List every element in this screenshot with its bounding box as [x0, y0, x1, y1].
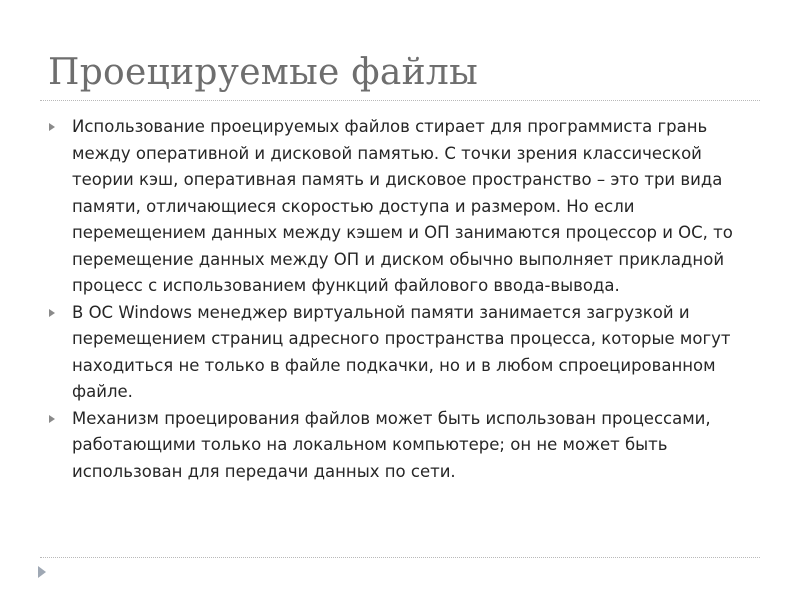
- slide-title: Проецируемые файлы: [48, 52, 479, 93]
- bullet-item: [46, 300, 762, 406]
- bullet-item: [46, 114, 762, 300]
- bullet-text: В ОС Windows менеджер виртуальной памяти занимается загрузкой и перемещением страниц адресного пространства процесса, которые могут находиться не только в файле подкачки, но и в любом спроецированном файле.: [72, 302, 731, 401]
- bullet-list: [46, 114, 762, 485]
- bullet-text: Механизм проецирования файлов может быть использован процессами, работающими только на локальном компьютере; он не может быть использован для передачи данных по сети.: [72, 408, 711, 481]
- next-slide-arrow-icon[interactable]: [38, 566, 46, 578]
- title-divider: [40, 100, 760, 101]
- bullet-triangle-icon: [49, 123, 55, 131]
- footer-divider: [40, 557, 760, 558]
- bullet-item: [46, 406, 762, 486]
- bullet-triangle-icon: [49, 415, 55, 423]
- bullet-triangle-icon: [49, 309, 55, 317]
- bullet-text: Использование проецируемых файлов стирает для программиста грань между оперативной и дисковой памятью. С точки зрения классической теории кэш, оперативная память и дисковое пространство – это три вида памяти, отличающиеся скоростью доступа и размером. Но если перемещением данных между кэшем и ОП занимаются процессор и ОС, то перемещение данных между ОП и диском обычно выполняет прикладной процесс с использованием функций файлового ввода-вывода.: [72, 117, 733, 295]
